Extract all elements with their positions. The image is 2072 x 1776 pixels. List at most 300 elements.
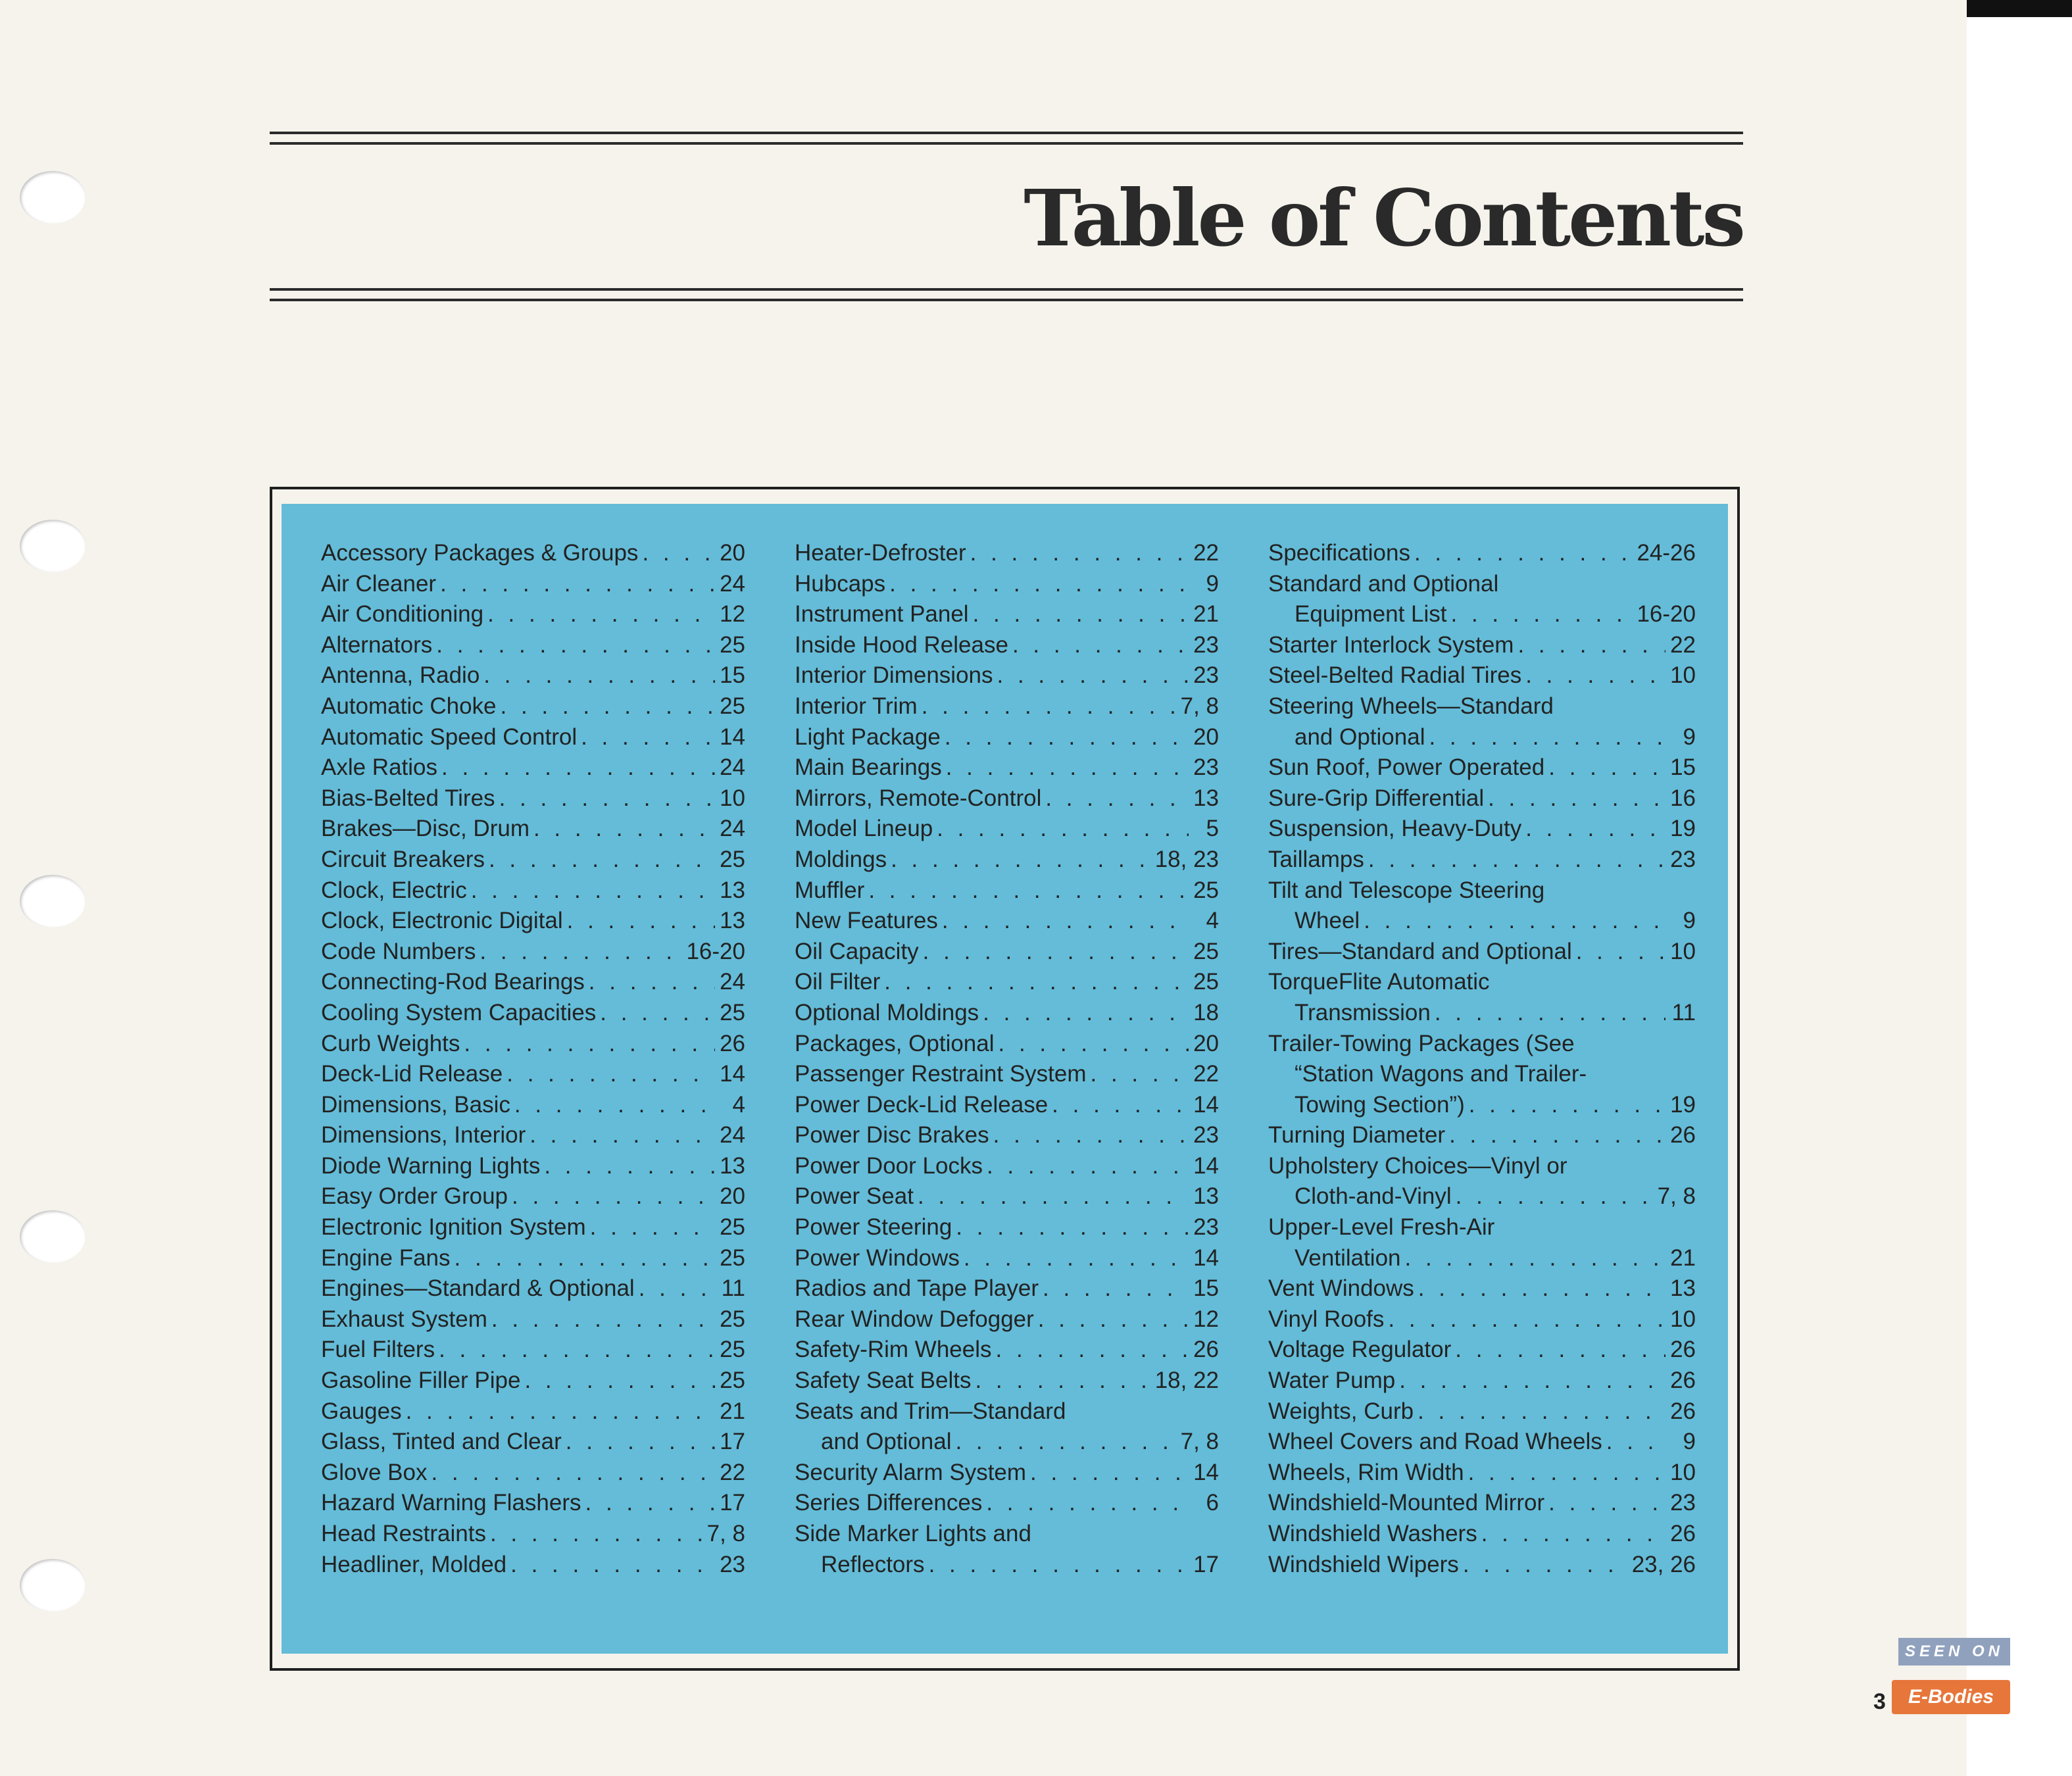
toc-entry-label: Power Deck-Lid Release (795, 1091, 1048, 1118)
toc-leader-dots (406, 1396, 715, 1427)
toc-entry (795, 783, 1219, 814)
toc-entry-page: 25 (720, 1368, 745, 1394)
binder-hole (20, 1559, 86, 1612)
toc-leader-dots (1414, 538, 1633, 569)
toc-entry-label: Dimensions, Basic (321, 1091, 510, 1118)
toc-entry-label: Brakes—Disc, Drum (321, 816, 530, 842)
toc-entry-page: 14 (720, 1061, 745, 1087)
toc-entry-label: Inside Hood Release (795, 631, 1008, 658)
toc-leader-dots (1368, 845, 1665, 876)
toc-entry-page: 23 (1193, 1122, 1219, 1148)
toc-entry (321, 906, 745, 937)
toc-column-1 (321, 538, 745, 1580)
toc-entry-page: 23 (1670, 846, 1696, 872)
toc-entry (1268, 1243, 1696, 1274)
toc-leader-dots (1418, 1396, 1665, 1427)
toc-entry (795, 1335, 1219, 1366)
toc-entry-page: 6 (1206, 1490, 1219, 1516)
toc-leader-dots (1052, 1090, 1189, 1121)
toc-entry (795, 1550, 1219, 1581)
toc-entry (321, 1550, 745, 1581)
toc-entry-label: Muffler (795, 877, 865, 903)
toc-leader-dots (581, 722, 715, 753)
toc-entry-label: Mirrors, Remote-Control (795, 785, 1042, 811)
toc-entry-page: 11 (1671, 999, 1696, 1025)
toc-entry (795, 1304, 1219, 1335)
toc-entry-page: 10 (1670, 1306, 1696, 1332)
toc-entry (1268, 1181, 1696, 1212)
toc-entry (321, 1366, 745, 1396)
toc-leader-dots (1429, 722, 1665, 753)
toc-entry-label: Sure-Grip Differential (1268, 785, 1485, 811)
toc-entry-label: Weights, Curb (1268, 1398, 1414, 1424)
toc-leader-dots (1012, 630, 1189, 661)
toc-leader-dots (1606, 1427, 1665, 1458)
toc-entry (795, 752, 1219, 783)
toc-entry-label: Power Disc Brakes (795, 1122, 989, 1148)
toc-entry (1268, 937, 1696, 968)
toc-entry (795, 1059, 1219, 1090)
toc-leader-dots (973, 599, 1189, 630)
toc-leader-dots (983, 998, 1189, 1029)
toc-entry (321, 1488, 745, 1519)
toc-entry-page: 22 (1193, 1061, 1219, 1087)
toc-entry-label: Deck-Lid Release (321, 1061, 503, 1087)
toc-entry (1268, 1029, 1696, 1060)
toc-entry (795, 967, 1219, 998)
toc-entry-page: 10 (1670, 938, 1696, 964)
toc-entry-page: 20 (1193, 724, 1219, 750)
toc-entry (321, 1519, 745, 1550)
toc-entry-page: 24 (720, 816, 745, 842)
toc-leader-dots (440, 569, 715, 600)
toc-entry (321, 1427, 745, 1458)
toc-entry (795, 1181, 1219, 1212)
toc-leader-dots (506, 1059, 715, 1090)
toc-entry-label: Passenger Restraint System (795, 1061, 1087, 1087)
toc-entry (795, 1212, 1219, 1243)
toc-entry-page: 10 (1670, 662, 1696, 689)
toc-leader-dots (1548, 752, 1665, 783)
toc-entry-page: 25 (720, 1245, 745, 1271)
toc-entry (321, 538, 745, 569)
toc-entry-label: Engines—Standard & Optional (321, 1275, 635, 1302)
toc-entry-label: Sun Roof, Power Operated (1268, 754, 1545, 781)
toc-leader-dots (997, 660, 1189, 691)
toc-entry-label: Circuit Breakers (321, 846, 485, 872)
toc-leader-dots (464, 1029, 715, 1060)
toc-entry-page: 9 (1683, 908, 1696, 934)
toc-entry-label: Power Seat (795, 1183, 914, 1210)
toc-entry-page: 7, 8 (1180, 1429, 1219, 1455)
toc-entry-label: Power Door Locks (795, 1152, 983, 1179)
toc-leader-dots (884, 967, 1189, 998)
toc-entry (321, 783, 745, 814)
toc-leader-dots (642, 538, 715, 569)
toc-leader-dots (975, 1366, 1150, 1396)
toc-entry (321, 1059, 745, 1090)
toc-entry-label: Side Marker Lights and (795, 1521, 1031, 1546)
toc-entry (795, 814, 1219, 845)
toc-entry-label: Glove Box (321, 1459, 428, 1485)
toc-leader-dots (1091, 1059, 1189, 1090)
toc-leader-dots (946, 752, 1189, 783)
toc-entry-page: 26 (1670, 1521, 1696, 1546)
toc-entry-label: Head Restraints (321, 1521, 486, 1546)
toc-entry-page: 25 (720, 1337, 745, 1363)
toc-leader-dots (1364, 906, 1665, 937)
toc-leader-dots (480, 937, 682, 968)
toc-entry-label: Transmission (1295, 999, 1431, 1025)
toc-entry (321, 599, 745, 630)
toc-entry-page: 15 (1670, 754, 1696, 781)
toc-entry-label: Security Alarm System (795, 1459, 1027, 1485)
toc-entry (795, 660, 1219, 691)
toc-entry (1268, 906, 1696, 937)
toc-entry-page: 15 (720, 662, 745, 689)
toc-column-3 (1268, 538, 1696, 1580)
toc-leader-dots (471, 876, 715, 906)
toc-entry-page: 16-20 (686, 938, 745, 964)
toc-entry-label: Radios and Tape Player (795, 1275, 1039, 1302)
toc-entry-page: 17 (1193, 1551, 1219, 1577)
toc-entry-page: 15 (1193, 1275, 1219, 1302)
toc-leader-dots (1517, 630, 1665, 661)
toc-entry-label: TorqueFlite Automatic (1268, 969, 1490, 995)
toc-entry-page: 24 (720, 754, 745, 781)
toc-leader-dots (955, 1427, 1176, 1458)
toc-entry (795, 1519, 1219, 1550)
toc-entry-label: Wheel Covers and Road Wheels (1268, 1429, 1602, 1455)
toc-entry (795, 1488, 1219, 1519)
toc-entry (795, 1366, 1219, 1396)
toc-entry (321, 630, 745, 661)
toc-leader-dots (923, 937, 1189, 968)
toc-entry-page: 22 (1193, 540, 1219, 566)
toc-entry-label: Connecting-Rod Bearings (321, 969, 585, 995)
toc-entry-page: 25 (1193, 969, 1219, 995)
toc-leader-dots (441, 752, 715, 783)
toc-entry (321, 1029, 745, 1060)
toc-entry-page: 10 (1670, 1459, 1696, 1485)
toc-entry-page: 25 (720, 1214, 745, 1241)
toc-leader-dots (487, 599, 715, 630)
toc-leader-dots (970, 538, 1189, 569)
toc-entry-label: Model Lineup (795, 816, 933, 842)
toc-entry-page: 11 (721, 1275, 745, 1302)
toc-entry (795, 845, 1219, 876)
toc-entry (321, 1151, 745, 1182)
toc-entry-page: 19 (1670, 816, 1696, 842)
toc-entry-label: Axle Ratios (321, 754, 438, 781)
toc-leader-dots (937, 814, 1189, 845)
toc-entry-label: Vent Windows (1268, 1275, 1414, 1302)
toc-entry (1268, 876, 1696, 906)
toc-entry (1268, 1335, 1696, 1366)
toc-entry-label: Optional Moldings (795, 999, 979, 1025)
toc-entry (321, 937, 745, 968)
toc-entry-page: 23 (1193, 662, 1219, 689)
toc-entry-label: Power Steering (795, 1214, 952, 1241)
toc-entry-label: Rear Window Defogger (795, 1306, 1034, 1332)
toc-entry (795, 538, 1219, 569)
toc-entry (321, 967, 745, 998)
toc-leader-dots (501, 691, 715, 722)
toc-entry-page: 14 (1193, 1245, 1219, 1271)
toc-entry-page: 7, 8 (1180, 693, 1219, 719)
toc-leader-dots (491, 1304, 715, 1335)
toc-entry-page: 9 (1683, 724, 1696, 750)
toc-entry-label: Starter Interlock System (1268, 631, 1514, 658)
toc-entry-label: Equipment List (1295, 601, 1447, 628)
toc-entry-label: Seats and Trim—Standard (795, 1398, 1066, 1424)
toc-entry-label: Trailer-Towing Packages (See (1268, 1030, 1575, 1056)
toc-entry (321, 752, 745, 783)
toc-leader-dots (1469, 1090, 1665, 1121)
toc-entry (1268, 783, 1696, 814)
toc-entry-label: Dimensions, Interior (321, 1122, 526, 1148)
toc-entry-page: 25 (720, 1306, 745, 1332)
toc-entry-label: Safety-Rim Wheels (795, 1337, 992, 1363)
toc-leader-dots (964, 1243, 1189, 1274)
toc-entry-label: Easy Order Group (321, 1183, 508, 1210)
toc-entry-label: Specifications (1268, 540, 1410, 566)
toc-entry-page: 25 (1193, 938, 1219, 964)
toc-entry-page: 26 (1670, 1398, 1696, 1424)
toc-entry (321, 1120, 745, 1151)
binder-hole (20, 171, 86, 224)
toc-entry-label: Taillamps (1268, 846, 1364, 872)
toc-entry-page: 20 (720, 1183, 745, 1210)
page-title: Table of Contents (1024, 172, 1743, 264)
toc-entry (795, 1458, 1219, 1489)
toc-entry-label: Gauges (321, 1398, 402, 1424)
toc-entry-page: 13 (720, 877, 745, 903)
toc-entry-page: 4 (732, 1091, 745, 1118)
toc-entry-label: Power Windows (795, 1245, 960, 1271)
toc-entry (321, 569, 745, 600)
toc-entry-page: 25 (720, 846, 745, 872)
toc-entry-label: Curb Weights (321, 1030, 460, 1056)
toc-entry-page: 23 (1670, 1490, 1696, 1516)
toc-entry-label: Automatic Speed Control (321, 724, 578, 750)
toc-entry (321, 876, 745, 906)
toc-entry (321, 998, 745, 1029)
toc-leader-dots (1388, 1304, 1665, 1335)
toc-entry (1268, 1090, 1696, 1121)
toc-leader-dots (431, 1458, 715, 1489)
toc-entry (321, 660, 745, 691)
watermark-top-text: SEEN ON (1898, 1638, 2010, 1665)
toc-entry-label: Code Numbers (321, 938, 476, 964)
toc-entry (795, 1151, 1219, 1182)
toc-leader-dots (1045, 783, 1189, 814)
toc-entry-label: Cooling System Capacities (321, 999, 597, 1025)
toc-entry (1268, 722, 1696, 753)
toc-entry-page: 13 (720, 908, 745, 934)
toc-entry-page: 9 (1206, 570, 1219, 597)
toc-entry (795, 1120, 1219, 1151)
toc-entry-label: and Optional (1295, 724, 1425, 750)
toc-entry-page: 7, 8 (1657, 1183, 1696, 1210)
toc-entry (1268, 630, 1696, 661)
toc-entry-label: Gasoline Filler Pipe (321, 1368, 521, 1394)
toc-entry-label: New Features (795, 908, 938, 934)
toc-leader-dots (533, 814, 715, 845)
toc-entry-label: Heater-Defroster (795, 540, 966, 566)
toc-entry-page: 14 (1193, 1459, 1219, 1485)
toc-entry (321, 845, 745, 876)
toc-entry-page: 12 (720, 601, 745, 628)
toc-entry-page: 14 (720, 724, 745, 750)
toc-entry-page: 18, 23 (1154, 846, 1219, 872)
toc-entry (321, 1090, 745, 1121)
toc-entry-page: 23 (1193, 1214, 1219, 1241)
toc-leader-dots (945, 722, 1189, 753)
toc-entry (795, 1090, 1219, 1121)
toc-leader-dots (1030, 1458, 1189, 1489)
toc-leader-dots (1038, 1304, 1189, 1335)
toc-entry-label: Moldings (795, 846, 887, 872)
toc-entry (1268, 569, 1696, 600)
toc-leader-dots (544, 1151, 715, 1182)
toc-entry-page: 20 (1193, 1030, 1219, 1056)
page-edge (1967, 0, 2072, 1776)
toc-leader-dots (1456, 1181, 1654, 1212)
toc-entry-label: Headliner, Molded (321, 1551, 507, 1577)
toc-entry-label: Turning Diameter (1268, 1122, 1446, 1148)
toc-entry-label: Clock, Electric (321, 877, 467, 903)
toc-leader-dots (1468, 1458, 1665, 1489)
toc-entry-label: Vinyl Roofs (1268, 1306, 1385, 1332)
toc-leader-dots (1481, 1519, 1665, 1550)
toc-leader-dots (490, 1519, 703, 1550)
toc-entry-page: 25 (720, 693, 745, 719)
toc-entry-label: Engine Fans (321, 1245, 451, 1271)
toc-entry (321, 1396, 745, 1427)
toc-leader-dots (922, 691, 1177, 722)
toc-entry (795, 722, 1219, 753)
toc-entry-page: 26 (1670, 1368, 1696, 1394)
toc-entry-label: Wheels, Rim Width (1268, 1459, 1464, 1485)
toc-entry (795, 569, 1219, 600)
toc-entry-page: 13 (1670, 1275, 1696, 1302)
toc-entry-label: Water Pump (1268, 1368, 1396, 1394)
toc-leader-dots (1525, 660, 1665, 691)
toc-leader-dots (510, 1550, 715, 1581)
toc-leader-dots (512, 1181, 715, 1212)
toc-entry-page: 19 (1670, 1091, 1696, 1118)
toc-entry-label: Ventilation (1295, 1245, 1401, 1271)
toc-leader-dots (918, 1181, 1189, 1212)
toc-entry (1268, 1304, 1696, 1335)
toc-leader-dots (1449, 1120, 1665, 1151)
toc-entry-label: Air Cleaner (321, 570, 437, 597)
toc-entry-label: Alternators (321, 631, 433, 658)
toc-entry-page: 24 (720, 969, 745, 995)
toc-entry-page: 23 (1193, 754, 1219, 781)
toc-entry-label: Antenna, Radio (321, 662, 480, 689)
toc-leader-dots (600, 998, 715, 1029)
toc-entry-page: 4 (1206, 908, 1219, 934)
toc-entry-label: Safety Seat Belts (795, 1368, 972, 1394)
toc-entry (321, 1212, 745, 1243)
toc-leader-dots (1043, 1273, 1189, 1304)
toc-entry (1268, 691, 1696, 722)
toc-entry-label: Light Package (795, 724, 941, 750)
toc-entry-label: Accessory Packages & Groups (321, 540, 639, 566)
toc-entry-label: Fuel Filters (321, 1337, 435, 1363)
watermark-bottom-text: E-Bodies (1892, 1680, 2010, 1714)
toc-entry (1268, 1059, 1696, 1090)
toc-entry (321, 1243, 745, 1274)
toc-entry-page: 16-20 (1637, 601, 1696, 628)
toc-leader-dots (1418, 1273, 1665, 1304)
toc-entry-page: 26 (1193, 1337, 1219, 1363)
toc-entry-label: Interior Dimensions (795, 662, 993, 689)
toc-entry-page: 23 (720, 1551, 745, 1577)
toc-entry-page: 23, 26 (1631, 1551, 1696, 1577)
toc-entry-label: Reflectors (821, 1551, 925, 1577)
toc-entry-label: Voltage Regulator (1268, 1337, 1452, 1363)
toc-entry-label: Towing Section”) (1295, 1091, 1465, 1118)
toc-leader-dots (1451, 599, 1633, 630)
toc-leader-dots (891, 845, 1151, 876)
toc-entry-label: Interior Trim (795, 693, 918, 719)
toc-entry-label: Packages, Optional (795, 1030, 995, 1056)
toc-entry (795, 1243, 1219, 1274)
toc-entry (1268, 967, 1696, 998)
toc-entry (1268, 660, 1696, 691)
toc-entry (321, 1458, 745, 1489)
toc-entry-label: Oil Capacity (795, 938, 919, 964)
toc-entry-label: Upholstery Choices—Vinyl or (1268, 1152, 1567, 1179)
toc-entry (1268, 752, 1696, 783)
toc-entry (1268, 1120, 1696, 1151)
toc-entry (1268, 1273, 1696, 1304)
top-double-rule (270, 132, 1743, 145)
toc-entry-page: 5 (1206, 816, 1219, 842)
toc-leader-dots (566, 1427, 715, 1458)
toc-entry-label: Automatic Choke (321, 693, 497, 719)
toc-entry-page: 24-26 (1637, 540, 1696, 566)
toc-leader-dots (590, 1212, 715, 1243)
toc-entry (1268, 538, 1696, 569)
toc-entry-label: Cloth-and-Vinyl (1295, 1183, 1452, 1210)
toc-leader-dots (524, 1366, 715, 1396)
toc-entry-page: 12 (1193, 1306, 1219, 1332)
toc-entry-label: Exhaust System (321, 1306, 487, 1332)
toc-leader-dots (1455, 1335, 1665, 1366)
toc-entry (1268, 1550, 1696, 1581)
toc-entry-page: 21 (1670, 1245, 1696, 1271)
toc-leader-dots (489, 845, 715, 876)
toc-entry-page: 20 (720, 540, 745, 566)
toc-leader-dots (986, 1488, 1189, 1519)
toc-entry (1268, 1488, 1696, 1519)
toc-leader-dots (993, 1120, 1189, 1151)
toc-entry-page: 14 (1193, 1152, 1219, 1179)
toc-entry (1268, 1519, 1696, 1550)
toc-entry (795, 1396, 1219, 1427)
toc-entry (321, 722, 745, 753)
toc-entry-label: Hazard Warning Flashers (321, 1490, 581, 1516)
toc-entry-page: 13 (1193, 1183, 1219, 1210)
toc-leader-dots (996, 1335, 1189, 1366)
toc-column-2 (795, 538, 1219, 1580)
toc-entry-page: 13 (720, 1152, 745, 1179)
toc-frame (270, 487, 1740, 1671)
